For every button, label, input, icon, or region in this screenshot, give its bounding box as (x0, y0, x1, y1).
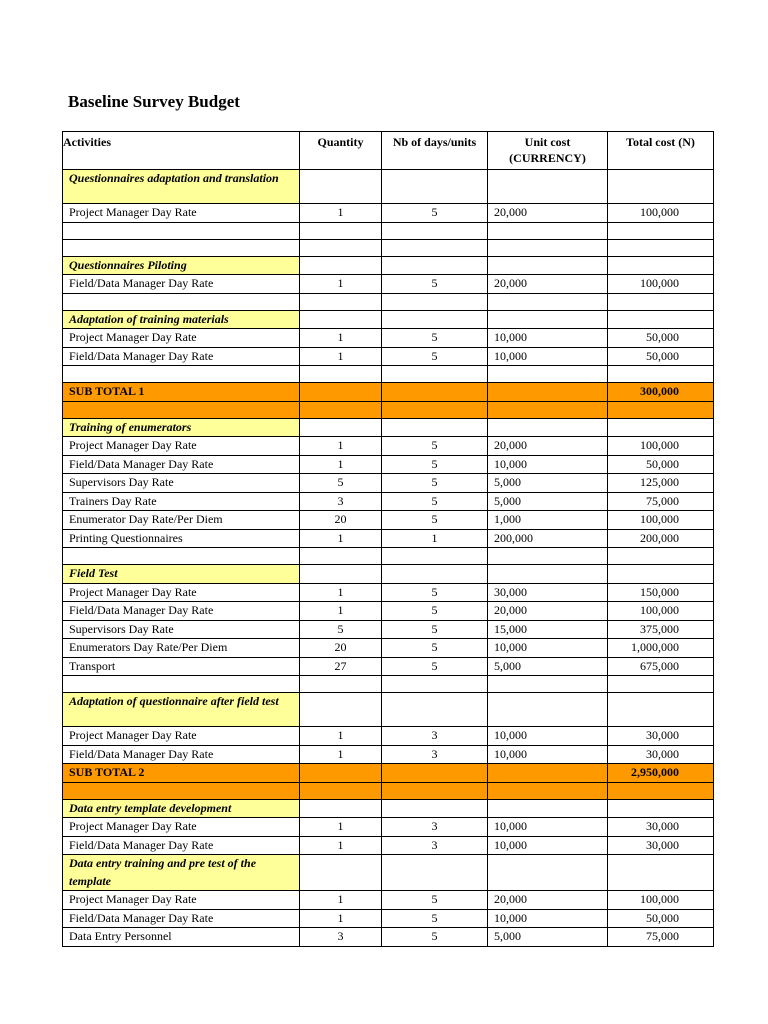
activity-cell: Project Manager Day Rate (63, 204, 300, 223)
quantity-cell: 1 (300, 909, 382, 928)
table-row (63, 909, 714, 928)
total-cost-cell: 375,000 (608, 620, 714, 639)
section-label: Adaptation of training materials (63, 310, 300, 329)
total-cost-cell: 50,000 (608, 455, 714, 474)
empty-cell (300, 782, 382, 799)
section-row (63, 170, 714, 204)
empty-cell (488, 239, 608, 256)
unit-cost-cell: 10,000 (488, 909, 608, 928)
table-row (63, 204, 714, 223)
section-row (63, 855, 714, 891)
empty-cell (382, 693, 488, 727)
empty-cell (382, 764, 488, 783)
total-cost-cell: 50,000 (608, 347, 714, 366)
empty-cell (608, 366, 714, 383)
total-cost-cell: 75,000 (608, 928, 714, 947)
total-cost-cell: 200,000 (608, 529, 714, 548)
empty-cell (63, 222, 300, 239)
table-row (63, 639, 714, 658)
activity-cell: Supervisors Day Rate (63, 620, 300, 639)
quantity-cell: 3 (300, 928, 382, 947)
empty-cell (608, 855, 714, 891)
empty-cell (63, 676, 300, 693)
empty-cell (63, 401, 300, 418)
subtotal-row (63, 764, 714, 783)
unit-cost-cell: 20,000 (488, 891, 608, 910)
empty-cell (608, 693, 714, 727)
section-label: Data entry template development (63, 799, 300, 818)
quantity-cell: 1 (300, 891, 382, 910)
empty-cell (382, 418, 488, 437)
empty-cell (300, 548, 382, 565)
empty-cell (382, 548, 488, 565)
days-cell: 3 (382, 836, 488, 855)
empty-cell (300, 256, 382, 275)
empty-cell (300, 401, 382, 418)
empty-cell (608, 418, 714, 437)
total-cost-cell: 100,000 (608, 204, 714, 223)
days-cell: 5 (382, 275, 488, 294)
blank-row (63, 239, 714, 256)
days-cell: 5 (382, 455, 488, 474)
unit-cost-cell: 20,000 (488, 437, 608, 456)
unit-cost-cell: 5,000 (488, 928, 608, 947)
days-cell: 5 (382, 891, 488, 910)
unit-cost-cell: 200,000 (488, 529, 608, 548)
header-row (63, 132, 714, 170)
unit-cost-cell: 15,000 (488, 620, 608, 639)
empty-cell (300, 565, 382, 584)
empty-cell (608, 256, 714, 275)
empty-cell (382, 383, 488, 402)
empty-cell (382, 222, 488, 239)
empty-cell (488, 693, 608, 727)
section-label: Adaptation of questionnaire after field test (63, 693, 300, 727)
table-row (63, 620, 714, 639)
quantity-cell: 1 (300, 836, 382, 855)
empty-cell (300, 310, 382, 329)
empty-cell (382, 256, 488, 275)
empty-cell (300, 383, 382, 402)
empty-cell (300, 693, 382, 727)
table-row (63, 329, 714, 348)
quantity-cell: 1 (300, 275, 382, 294)
column-header: Activities (63, 132, 300, 170)
table-row (63, 836, 714, 855)
activity-cell: Project Manager Day Rate (63, 437, 300, 456)
days-cell: 5 (382, 347, 488, 366)
blank-row (63, 676, 714, 693)
activity-cell: Project Manager Day Rate (63, 329, 300, 348)
unit-cost-cell: 20,000 (488, 275, 608, 294)
unit-cost-cell: 10,000 (488, 455, 608, 474)
empty-cell (300, 676, 382, 693)
activity-cell: Trainers Day Rate (63, 492, 300, 511)
subtotal-label: SUB TOTAL 2 (63, 764, 300, 783)
column-header: Quantity (300, 132, 382, 170)
section-row (63, 799, 714, 818)
empty-cell (382, 565, 488, 584)
days-cell: 5 (382, 437, 488, 456)
empty-cell (63, 548, 300, 565)
empty-cell (382, 293, 488, 310)
unit-cost-cell: 10,000 (488, 727, 608, 746)
unit-cost-cell: 10,000 (488, 347, 608, 366)
table-row (63, 275, 714, 294)
quantity-cell: 5 (300, 474, 382, 493)
table-row (63, 928, 714, 947)
table-row (63, 474, 714, 493)
blank-row (63, 293, 714, 310)
section-label: Questionnaires adaptation and translation (63, 170, 300, 204)
empty-cell (608, 676, 714, 693)
page-title: Baseline Survey Budget (68, 92, 240, 111)
empty-cell (488, 222, 608, 239)
quantity-cell: 1 (300, 347, 382, 366)
unit-cost-cell: 20,000 (488, 204, 608, 223)
total-cost-cell: 100,000 (608, 891, 714, 910)
empty-cell (300, 855, 382, 891)
empty-cell (608, 222, 714, 239)
unit-cost-cell: 10,000 (488, 329, 608, 348)
table-row (63, 455, 714, 474)
empty-cell (488, 782, 608, 799)
table-row (63, 657, 714, 676)
empty-cell (608, 239, 714, 256)
quantity-cell: 20 (300, 511, 382, 530)
empty-cell (608, 293, 714, 310)
days-cell: 3 (382, 745, 488, 764)
empty-cell (63, 366, 300, 383)
subtotal-label: SUB TOTAL 1 (63, 383, 300, 402)
empty-cell (488, 676, 608, 693)
total-cost-cell: 50,000 (608, 909, 714, 928)
empty-cell (488, 256, 608, 275)
total-cost-cell: 75,000 (608, 492, 714, 511)
days-cell: 3 (382, 818, 488, 837)
empty-cell (488, 310, 608, 329)
blank-row (63, 366, 714, 383)
table-row (63, 347, 714, 366)
empty-cell (608, 782, 714, 799)
section-label: Data entry training and pre test of the template (63, 855, 300, 891)
quantity-cell: 1 (300, 727, 382, 746)
total-cost-cell: 30,000 (608, 818, 714, 837)
quantity-cell: 5 (300, 620, 382, 639)
quantity-cell: 1 (300, 437, 382, 456)
activity-cell: Field/Data Manager Day Rate (63, 347, 300, 366)
unit-cost-cell: 5,000 (488, 474, 608, 493)
table-row (63, 583, 714, 602)
empty-cell (488, 401, 608, 418)
table-row (63, 492, 714, 511)
unit-cost-cell: 1,000 (488, 511, 608, 530)
quantity-cell: 1 (300, 455, 382, 474)
section-row (63, 565, 714, 584)
column-header: Nb of days/units (382, 132, 488, 170)
column-header: Unit cost (CURRENCY) (488, 132, 608, 170)
activity-cell: Printing Questionnaires (63, 529, 300, 548)
empty-cell (488, 764, 608, 783)
spacer-row-highlight (63, 401, 714, 418)
empty-cell (300, 764, 382, 783)
empty-cell (300, 239, 382, 256)
empty-cell (382, 310, 488, 329)
unit-cost-cell: 10,000 (488, 836, 608, 855)
quantity-cell: 1 (300, 329, 382, 348)
section-label: Field Test (63, 565, 300, 584)
activity-cell: Project Manager Day Rate (63, 818, 300, 837)
days-cell: 5 (382, 474, 488, 493)
total-cost-cell: 100,000 (608, 437, 714, 456)
blank-row (63, 548, 714, 565)
table-row (63, 727, 714, 746)
days-cell: 5 (382, 639, 488, 658)
quantity-cell: 1 (300, 745, 382, 764)
activity-cell: Enumerators Day Rate/Per Diem (63, 639, 300, 658)
quantity-cell: 1 (300, 529, 382, 548)
total-cost-cell: 1,000,000 (608, 639, 714, 658)
activity-cell: Enumerator Day Rate/Per Diem (63, 511, 300, 530)
unit-cost-cell: 5,000 (488, 492, 608, 511)
table-row (63, 818, 714, 837)
spacer-row-highlight (63, 782, 714, 799)
empty-cell (488, 418, 608, 437)
empty-cell (608, 170, 714, 204)
empty-cell (488, 565, 608, 584)
section-row (63, 310, 714, 329)
activity-cell: Field/Data Manager Day Rate (63, 275, 300, 294)
budget-table (62, 131, 714, 947)
empty-cell (382, 366, 488, 383)
unit-cost-cell: 10,000 (488, 818, 608, 837)
blank-row (63, 222, 714, 239)
total-cost-cell: 100,000 (608, 275, 714, 294)
empty-cell (300, 418, 382, 437)
days-cell: 5 (382, 329, 488, 348)
empty-cell (63, 782, 300, 799)
activity-cell: Project Manager Day Rate (63, 727, 300, 746)
subtotal-value: 300,000 (608, 383, 714, 402)
days-cell: 5 (382, 204, 488, 223)
empty-cell (382, 782, 488, 799)
empty-cell (488, 548, 608, 565)
section-row (63, 693, 714, 727)
table-row (63, 745, 714, 764)
days-cell: 5 (382, 492, 488, 511)
empty-cell (488, 799, 608, 818)
quantity-cell: 27 (300, 657, 382, 676)
total-cost-cell: 30,000 (608, 836, 714, 855)
empty-cell (488, 293, 608, 310)
section-label: Training of enumerators (63, 418, 300, 437)
empty-cell (382, 170, 488, 204)
total-cost-cell: 100,000 (608, 602, 714, 621)
empty-cell (382, 855, 488, 891)
quantity-cell: 1 (300, 204, 382, 223)
empty-cell (608, 548, 714, 565)
activity-cell: Project Manager Day Rate (63, 891, 300, 910)
total-cost-cell: 100,000 (608, 511, 714, 530)
total-cost-cell: 30,000 (608, 727, 714, 746)
unit-cost-cell: 5,000 (488, 657, 608, 676)
empty-cell (488, 366, 608, 383)
days-cell: 5 (382, 928, 488, 947)
quantity-cell: 20 (300, 639, 382, 658)
days-cell: 5 (382, 602, 488, 621)
empty-cell (63, 293, 300, 310)
days-cell: 5 (382, 620, 488, 639)
activity-cell: Project Manager Day Rate (63, 583, 300, 602)
days-cell: 5 (382, 511, 488, 530)
empty-cell (382, 799, 488, 818)
empty-cell (300, 366, 382, 383)
total-cost-cell: 125,000 (608, 474, 714, 493)
subtotal-row (63, 383, 714, 402)
days-cell: 3 (382, 727, 488, 746)
activity-cell: Field/Data Manager Day Rate (63, 455, 300, 474)
empty-cell (300, 170, 382, 204)
activity-cell: Supervisors Day Rate (63, 474, 300, 493)
quantity-cell: 3 (300, 492, 382, 511)
unit-cost-cell: 30,000 (488, 583, 608, 602)
total-cost-cell: 675,000 (608, 657, 714, 676)
quantity-cell: 1 (300, 602, 382, 621)
empty-cell (382, 676, 488, 693)
activity-cell: Field/Data Manager Day Rate (63, 745, 300, 764)
empty-cell (608, 799, 714, 818)
days-cell: 5 (382, 909, 488, 928)
table-row (63, 891, 714, 910)
empty-cell (608, 401, 714, 418)
empty-cell (608, 310, 714, 329)
table-row (63, 437, 714, 456)
subtotal-value: 2,950,000 (608, 764, 714, 783)
quantity-cell: 1 (300, 818, 382, 837)
unit-cost-cell: 10,000 (488, 745, 608, 764)
empty-cell (382, 401, 488, 418)
total-cost-cell: 30,000 (608, 745, 714, 764)
section-row (63, 256, 714, 275)
column-header: Total cost (N) (608, 132, 714, 170)
empty-cell (488, 170, 608, 204)
empty-cell (488, 855, 608, 891)
unit-cost-cell: 20,000 (488, 602, 608, 621)
table-row (63, 602, 714, 621)
empty-cell (382, 239, 488, 256)
total-cost-cell: 150,000 (608, 583, 714, 602)
empty-cell (488, 383, 608, 402)
table-row (63, 529, 714, 548)
empty-cell (63, 239, 300, 256)
empty-cell (608, 565, 714, 584)
section-row (63, 418, 714, 437)
days-cell: 5 (382, 583, 488, 602)
activity-cell: Field/Data Manager Day Rate (63, 836, 300, 855)
empty-cell (300, 799, 382, 818)
empty-cell (300, 293, 382, 310)
activity-cell: Field/Data Manager Day Rate (63, 909, 300, 928)
days-cell: 1 (382, 529, 488, 548)
section-label: Questionnaires Piloting (63, 256, 300, 275)
days-cell: 5 (382, 657, 488, 676)
quantity-cell: 1 (300, 583, 382, 602)
total-cost-cell: 50,000 (608, 329, 714, 348)
unit-cost-cell: 10,000 (488, 639, 608, 658)
table-row (63, 511, 714, 530)
activity-cell: Transport (63, 657, 300, 676)
empty-cell (300, 222, 382, 239)
activity-cell: Field/Data Manager Day Rate (63, 602, 300, 621)
activity-cell: Data Entry Personnel (63, 928, 300, 947)
